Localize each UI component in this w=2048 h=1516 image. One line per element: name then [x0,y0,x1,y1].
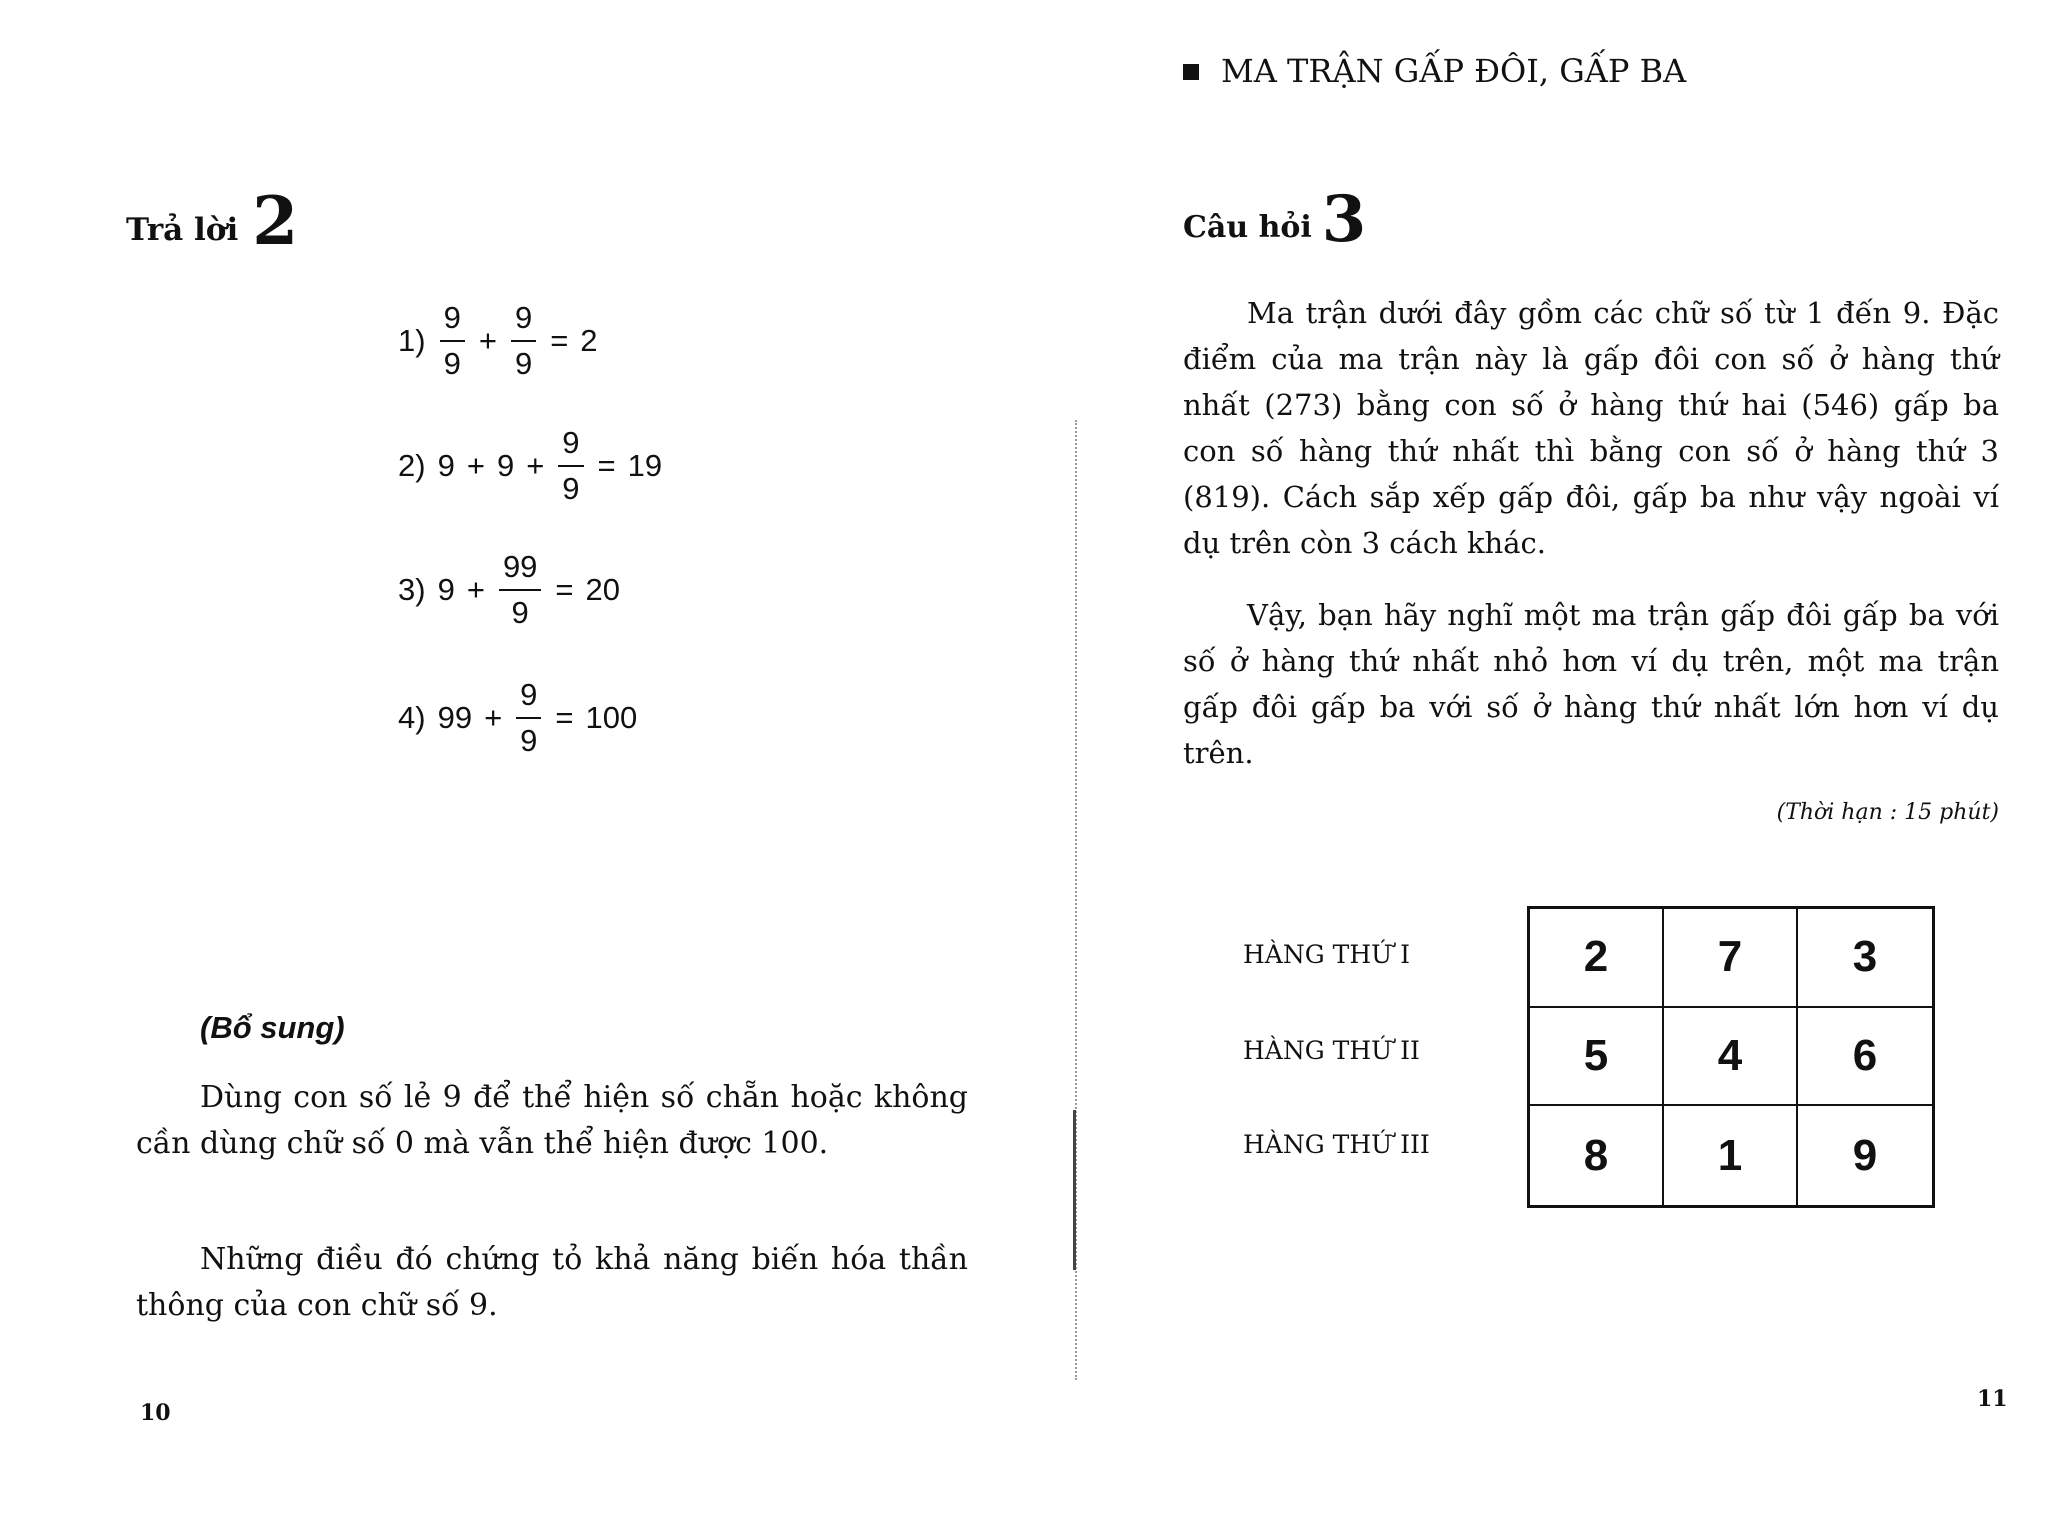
equation-2 [392,421,668,511]
operand: 99 [437,700,473,735]
equation-result: 100 [585,700,638,735]
equation-result: 20 [585,572,621,607]
matrix-cell-r1c2: 7 [1664,909,1798,1008]
fraction-numerator: 9 [520,677,538,712]
time-limit: (Thời hạn : 15 phút) [1776,800,1999,825]
fraction [499,545,541,635]
fraction-denominator: 9 [511,595,529,630]
fraction-numerator: 9 [514,300,533,335]
equation-index: 1) [398,323,426,358]
matrix-cell-r1c3: 3 [1798,909,1932,1008]
supplement-paragraph-1: Dùng con số lẻ 9 để thể hiện số chẵn hoặc không cần dùng chữ số 0 mà vẫn thể hiện được 100. [136,1080,968,1161]
digit-matrix [1527,906,1935,1208]
fraction-numerator: 9 [562,425,580,460]
matrix-cell-r2c1: 5 [1530,1008,1664,1107]
row-label-1: HÀNG THỨ I [1243,940,1411,969]
operand: 9 [496,448,515,483]
right-page [1075,0,2048,1516]
operator: + [466,572,485,607]
right-page-number: 11 [1977,1386,2008,1412]
equals-sign: = [597,448,616,483]
operand: 9 [437,572,455,607]
matrix-cell-r2c2: 4 [1664,1008,1798,1107]
fraction-denominator: 9 [562,471,580,506]
matrix-cell-r3c2: 1 [1664,1106,1798,1205]
left-page-number: 10 [140,1400,171,1426]
chapter-title-text: MA TRẬN GẤP ĐÔI, GẤP BA [1221,52,1687,90]
fraction [516,673,541,763]
equation-3 [392,545,626,635]
fraction-numerator: 99 [502,549,538,584]
equation-index: 4) [398,700,426,735]
operator: + [478,323,497,358]
matrix-cell-r3c3: 9 [1852,1130,1878,1180]
fraction-denominator: 9 [520,723,538,758]
fraction-denominator: 9 [514,346,533,381]
equals-sign: = [550,323,569,358]
answer-heading-number: 2 [252,182,299,260]
operator: + [466,448,485,483]
square-bullet-icon [1183,64,1199,80]
matrix-cell-r1c1: 2 [1530,909,1664,1008]
fraction-numerator: 9 [443,300,461,335]
question-heading [1183,182,1366,257]
row-label-3: HÀNG THỨ III [1243,1130,1430,1159]
answer-heading [126,182,298,260]
equals-sign: = [555,572,574,607]
supplement-heading: (Bổ sung) [200,1010,345,1045]
equation-result: 2 [580,323,598,358]
question-paragraph-1: Ma trận dưới đây gồm các chữ số từ 1 đến 9. Đặc điểm của ma trận này là gấp đôi con số ở hàng thứ nhất (273) bằng con số ở hàng thứ hai (546) gấp ba con số hàng thứ nhất thì bằng con số ở hàng thứ 3 (819). Cách sắp xếp gấp đôi, gấp ba như vậy ngoài ví dụ trên còn 3 cách khác. [1183,296,1999,560]
answer-heading-label: Trả lời [126,212,239,248]
equation-result: 19 [627,448,663,483]
supplement-paragraph-2: Những điều đó chứng tỏ khả năng biến hóa thần thông của con chữ số 9. [136,1242,968,1323]
question-paragraph-2: Vậy, bạn hãy nghĩ một ma trận gấp đôi gấp ba với số ở hàng thứ nhất nhỏ hơn ví dụ trên, một ma trận gấp đôi gấp ba với số ở hàng thứ nhất lớn hơn ví dụ trên. [1183,598,1999,770]
fraction-denominator: 9 [443,346,461,381]
operator: + [484,700,503,735]
chapter-title [1183,52,1686,90]
fraction [440,296,465,386]
fraction [558,421,583,511]
matrix-cell-r2c3: 6 [1798,1008,1932,1107]
equation-index: 2) [398,448,426,483]
question-heading-label: Câu hỏi [1183,210,1312,245]
operand: 9 [437,448,455,483]
operator: + [526,448,545,483]
fraction [511,296,536,386]
equation-4 [392,673,643,763]
equation-index: 3) [398,572,426,607]
equals-sign: = [555,700,574,735]
matrix-cell-r3c1: 8 [1530,1106,1664,1205]
equation-1 [392,296,604,386]
row-label-2: HÀNG THỨ II [1243,1036,1420,1065]
question-heading-number: 3 [1321,182,1367,257]
